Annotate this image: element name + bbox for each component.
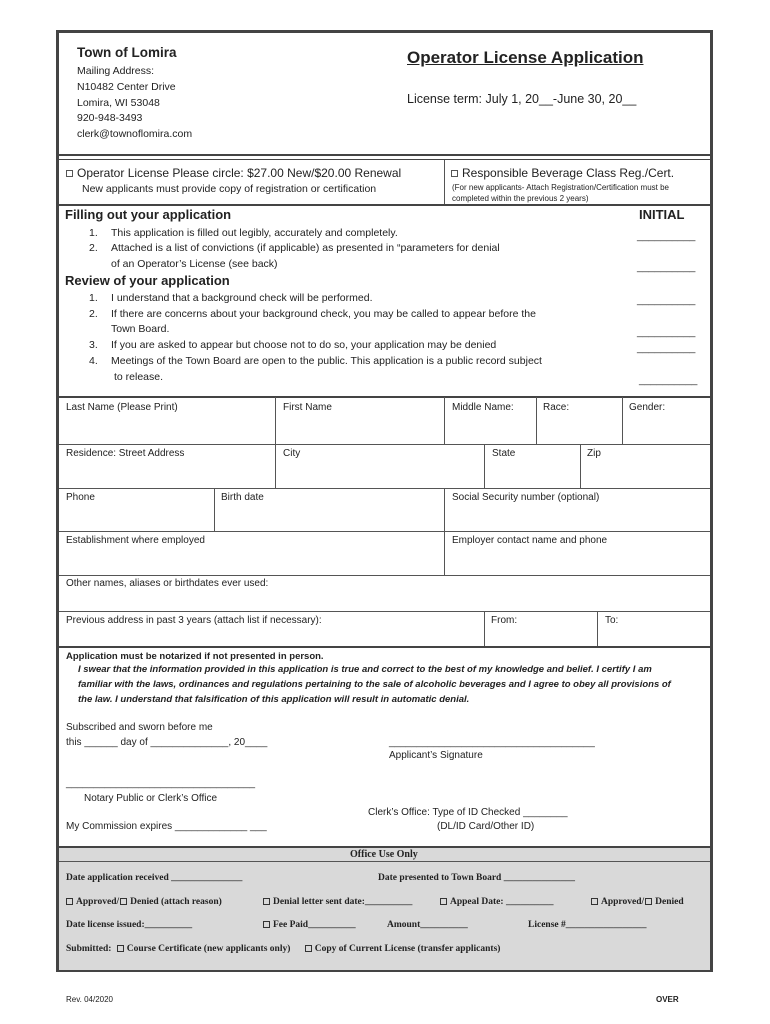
- oath-line3: the law. I understand that falsification of this application will result in automatic denial.: [78, 694, 470, 705]
- mailing-label: Mailing Address:: [77, 65, 155, 77]
- oath-line1: I swear that the information provided in this application is true and correct to the best of my knowledge and belief. I certify I am: [78, 664, 652, 675]
- id-types: (DL/ID Card/Other ID): [437, 821, 535, 832]
- review-item-num: 2.: [89, 308, 98, 320]
- appeal-date-label: Appeal Date: __________: [450, 897, 554, 907]
- filling-item-num: 2.: [89, 242, 98, 254]
- checkbox-icon[interactable]: [591, 898, 598, 905]
- applicant-signature-line[interactable]: _____________________________________: [389, 737, 595, 748]
- establishment-field[interactable]: Establishment where employed: [66, 535, 205, 546]
- other-names-field[interactable]: Other names, aliases or birthdates ever used:: [66, 578, 269, 589]
- course-cert-label: Course Certificate (new applicants only): [126, 944, 291, 954]
- filling-item-text-cont: of an Operator’s License (see back): [111, 258, 278, 270]
- middle-name-field[interactable]: Middle Name:: [452, 402, 514, 413]
- rbs-option[interactable]: [451, 166, 674, 180]
- submitted-label: Submitted:: [66, 944, 112, 954]
- filling-item-text: Attached is a list of convictions (if applicable) as presented in “parameters for denial: [111, 242, 500, 254]
- address-line2: Lomira, WI 53048: [77, 97, 160, 109]
- denied-label: Denied (attach reason): [130, 897, 222, 907]
- checkbox-icon[interactable]: [645, 898, 652, 905]
- initial-blank[interactable]: __________: [637, 294, 696, 306]
- revision-label: Rev. 04/2020: [66, 995, 113, 1004]
- commission-expires[interactable]: My Commission expires _____________ ___: [66, 821, 267, 832]
- notary-label: Notary Public or Clerk’s Office: [84, 793, 218, 804]
- office-use-heading: Office Use Only: [350, 849, 418, 860]
- approved-denied-1[interactable]: [66, 897, 222, 907]
- operator-license-option[interactable]: [66, 166, 401, 180]
- denied-label: Denied: [655, 897, 684, 907]
- oath-line2: familiar with the laws, ordinances and regulations pertaining to the sale of alcoholic beverages and I agree to obey all provisions of: [78, 679, 671, 690]
- license-term: License term: July 1, 20__-June 30, 20__: [407, 92, 637, 106]
- review-item-text: If there are concerns about your background check, you may be called to appear before the: [111, 308, 536, 320]
- residence-field[interactable]: Residence: Street Address: [66, 448, 185, 459]
- initial-heading: INITIAL: [639, 207, 685, 222]
- submitted-row: [66, 944, 500, 954]
- appeal-date-field[interactable]: [440, 897, 553, 907]
- approved-denied-2[interactable]: [591, 897, 684, 907]
- first-name-field[interactable]: First Name: [283, 402, 332, 413]
- date-received-field[interactable]: Date application received _______________: [66, 873, 243, 883]
- rbs-note-line1: (For new applicants- Attach Registration/Certification must be: [452, 183, 669, 192]
- to-field[interactable]: To:: [605, 615, 619, 626]
- from-field[interactable]: From:: [491, 615, 518, 626]
- checkbox-icon[interactable]: [117, 945, 124, 952]
- checkbox-icon[interactable]: [66, 170, 73, 177]
- review-item-num: 3.: [89, 339, 98, 351]
- employer-contact-field[interactable]: Employer contact name and phone: [452, 535, 608, 546]
- filling-heading: Filling out your application: [65, 207, 232, 222]
- operator-license-label: Operator License Please circle: $27.00 New/$20.00 Renewal: [77, 166, 402, 180]
- checkbox-icon[interactable]: [451, 170, 458, 177]
- page-title: Operator License Application: [407, 48, 644, 67]
- checkbox-icon[interactable]: [263, 898, 270, 905]
- checkbox-icon[interactable]: [120, 898, 127, 905]
- checkbox-icon[interactable]: [440, 898, 447, 905]
- phone-field[interactable]: Phone: [66, 492, 95, 503]
- subscribed-text: Subscribed and sworn before me: [66, 722, 213, 733]
- date-presented-field[interactable]: Date presented to Town Board _______________: [378, 873, 575, 883]
- email-address: clerk@townoflomira.com: [77, 128, 193, 140]
- ssn-field[interactable]: Social Security number (optional): [452, 492, 600, 503]
- birth-date-field[interactable]: Birth date: [221, 492, 264, 503]
- denial-letter-field[interactable]: [263, 897, 412, 907]
- city-field[interactable]: City: [283, 448, 301, 459]
- fee-paid-label: Fee Paid__________: [273, 920, 356, 930]
- amount-field[interactable]: Amount__________: [387, 920, 468, 930]
- fee-paid-field[interactable]: [263, 920, 356, 930]
- checkbox-icon[interactable]: [66, 898, 73, 905]
- over-label: OVER: [656, 995, 679, 1004]
- rbs-note-line2: completed within the previous 2 years): [452, 194, 589, 203]
- initial-blank[interactable]: __________: [637, 261, 696, 273]
- checkbox-icon[interactable]: [305, 945, 312, 952]
- review-item-text: Meetings of the Town Board are open to the public. This application is a public record subject: [111, 355, 542, 367]
- applicant-signature-label: Applicant’s Signature: [389, 750, 483, 761]
- review-heading: Review of your application: [65, 273, 230, 288]
- gender-field[interactable]: Gender:: [629, 402, 666, 413]
- denial-letter-label: Denial letter sent date:__________: [273, 897, 413, 907]
- approved-label: Approved/: [76, 897, 120, 907]
- approved-label: Approved/: [601, 897, 645, 907]
- town-name: Town of Lomira: [77, 45, 177, 60]
- initial-blank[interactable]: __________: [637, 342, 696, 354]
- checkbox-icon[interactable]: [263, 921, 270, 928]
- review-item-text-cont: to release.: [114, 371, 164, 383]
- rbs-option-label: Responsible Beverage Class Reg./Cert.: [462, 166, 675, 180]
- date-issued-field[interactable]: Date license issued:__________: [66, 920, 193, 930]
- license-number-field[interactable]: License #_________________: [528, 920, 647, 930]
- notary-signature-line[interactable]: __________________________________: [66, 778, 256, 789]
- clerk-id-checked[interactable]: Clerk’s Office: Type of ID Checked ________: [368, 807, 568, 818]
- review-item-text: If you are asked to appear but choose not to do so, your application may be denied: [111, 339, 497, 351]
- review-item-text-cont: Town Board.: [111, 323, 170, 335]
- review-item-num: 4.: [89, 355, 98, 367]
- zip-field[interactable]: Zip: [587, 448, 601, 459]
- review-item-num: 1.: [89, 292, 98, 304]
- initial-blank[interactable]: __________: [639, 374, 698, 386]
- notarize-notice: Application must be notarized if not presented in person.: [66, 651, 324, 662]
- sworn-date-line[interactable]: this ______ day of ______________, 20____: [66, 737, 268, 748]
- filling-item-num: 1.: [89, 227, 98, 239]
- filling-item-text: This application is filled out legibly, accurately and completely.: [111, 227, 398, 239]
- previous-address-field[interactable]: Previous address in past 3 years (attach list if necessary):: [66, 615, 322, 626]
- race-field[interactable]: Race:: [543, 402, 570, 413]
- initial-blank[interactable]: __________: [637, 326, 696, 338]
- initial-blank[interactable]: __________: [637, 230, 696, 242]
- last-name-field[interactable]: Last Name (Please Print): [66, 402, 178, 413]
- review-item-text: I understand that a background check will be performed.: [111, 292, 373, 304]
- operator-note: New applicants must provide copy of registration or certification: [82, 183, 377, 195]
- phone-number: 920-948-3493: [77, 112, 143, 124]
- state-field[interactable]: State: [492, 448, 516, 459]
- address-line1: N10482 Center Drive: [77, 81, 176, 93]
- copy-license-label: Copy of Current License (transfer applicants): [314, 944, 501, 954]
